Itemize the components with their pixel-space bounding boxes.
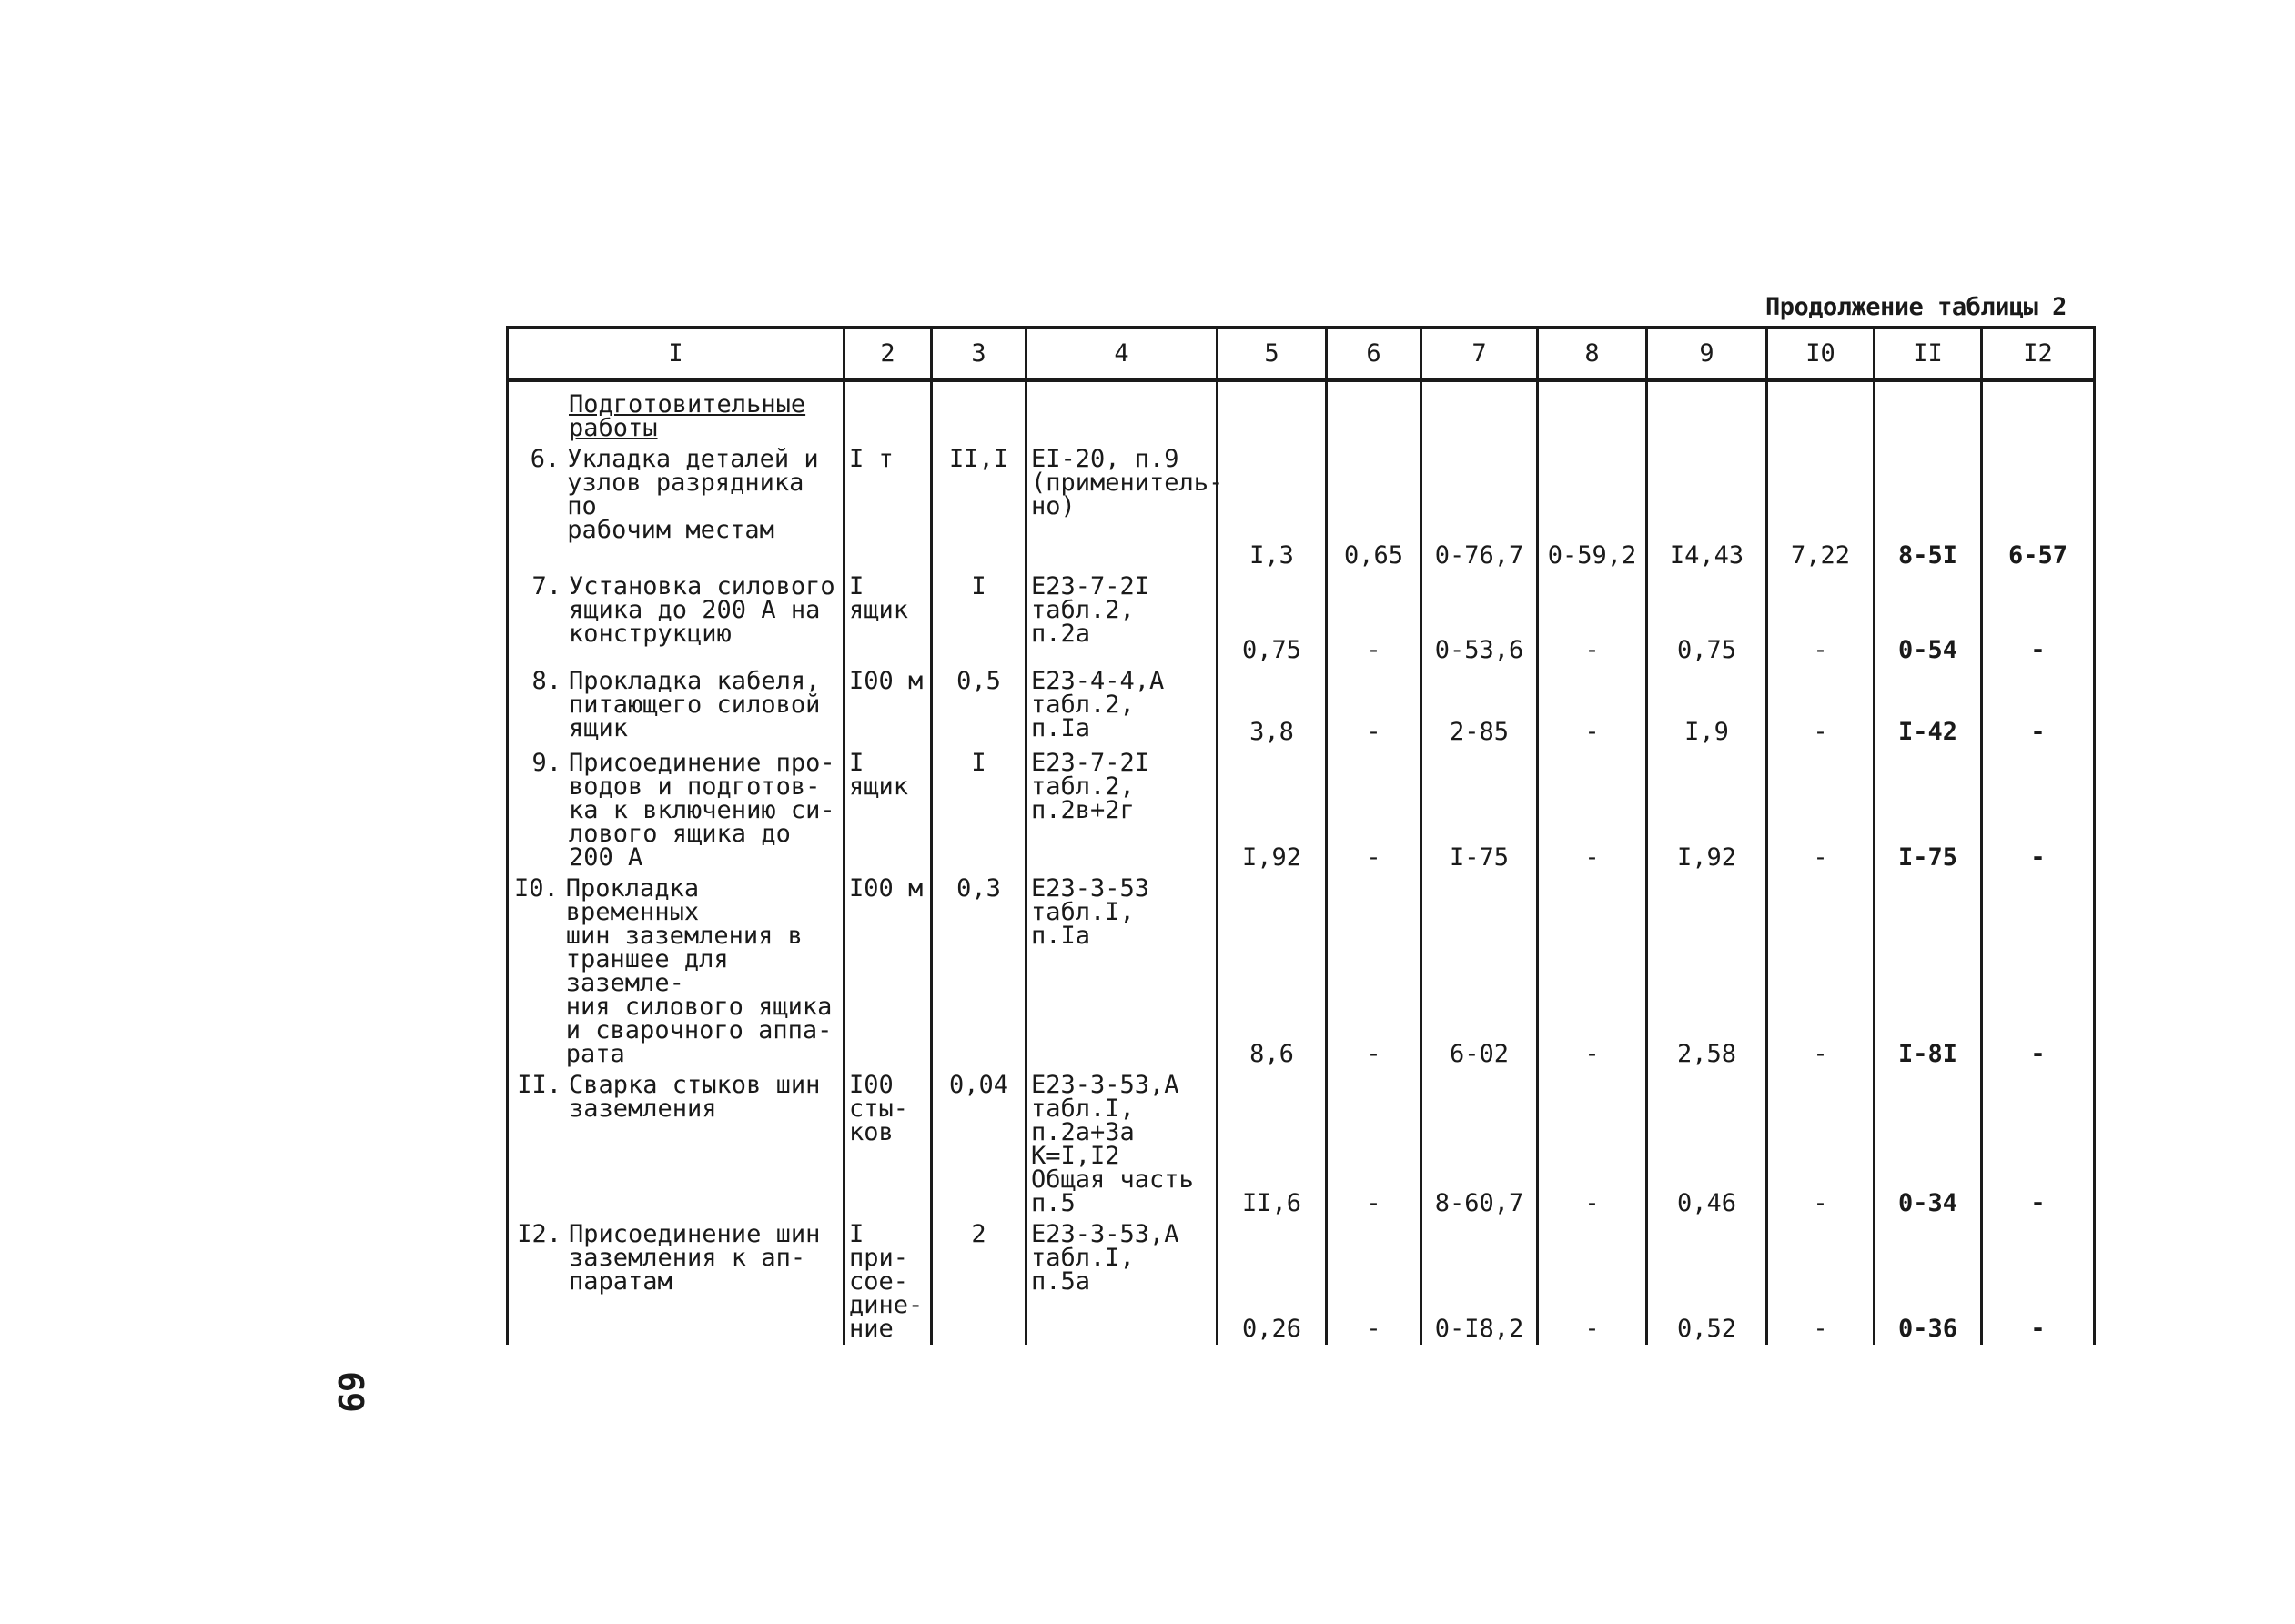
value-cell: -: [1982, 748, 2095, 873]
value-cell: -: [1538, 748, 1647, 873]
col-header: 6: [1327, 328, 1421, 380]
col-header: I2: [1982, 328, 2095, 380]
value-cell: -: [1767, 666, 1875, 748]
col-header: I0: [1767, 328, 1875, 380]
value-cell: I-75: [1421, 748, 1538, 873]
col-header: II: [1875, 328, 1982, 380]
work-name: Сварка стыков шин заземления: [569, 1071, 821, 1123]
col-header: 5: [1218, 328, 1327, 380]
col-header: 7: [1421, 328, 1538, 380]
table-row: [508, 748, 2095, 873]
unit-cell: I00 м: [844, 666, 932, 748]
value-cell: 0,26: [1218, 1219, 1327, 1345]
value-cell: I,92: [1647, 748, 1767, 873]
work-name-cell: [508, 1070, 844, 1219]
row-number: 6.: [530, 445, 561, 473]
value-cell: 6-57: [1982, 444, 2095, 571]
value-cell: I,9: [1647, 666, 1767, 748]
work-name: Присоединение шин заземления к ап- паратам: [569, 1220, 821, 1296]
value-cell: I4,43: [1647, 444, 1767, 571]
work-name: Установка силового ящика до 200 А на конструкцию: [569, 572, 835, 648]
value-cell: 0-59,2: [1538, 444, 1647, 571]
value-cell: 8-5I: [1875, 444, 1982, 571]
value-cell: I,3: [1218, 444, 1327, 571]
value-cell: 0-34: [1875, 1070, 1982, 1219]
quantity-cell: 0,04: [932, 1070, 1026, 1219]
value-cell: -: [1538, 571, 1647, 666]
work-name: Прокладка кабеля, питающего силовой ящик: [569, 667, 821, 742]
work-name-cell: [508, 666, 844, 748]
quantity-cell: 0,3: [932, 873, 1026, 1070]
value-cell: -: [1538, 873, 1647, 1070]
value-cell: 0-I8,2: [1421, 1219, 1538, 1345]
norm-code-cell: E23-3-53,А табл.I, п.5а: [1026, 1219, 1218, 1345]
row-number: 7.: [531, 572, 561, 600]
section-title: Подготовительные работы: [569, 390, 806, 442]
table-row: [508, 1070, 2095, 1219]
value-cell: 0-36: [1875, 1219, 1982, 1345]
value-cell: -: [1327, 1219, 1421, 1345]
value-cell: I-8I: [1875, 873, 1982, 1070]
unit-cell: I00 сты- ков: [844, 1070, 932, 1219]
table-row: [508, 444, 2095, 571]
value-cell: 0,75: [1647, 571, 1767, 666]
header-row: [508, 328, 2095, 380]
value-cell: 0,52: [1647, 1219, 1767, 1345]
value-cell: 0,75: [1218, 571, 1327, 666]
row-number: I0.: [514, 874, 559, 903]
value-cell: -: [1538, 666, 1647, 748]
value-cell: -: [1982, 1219, 2095, 1345]
quantity-cell: I: [932, 748, 1026, 873]
value-cell: -: [1327, 873, 1421, 1070]
table-row: [508, 666, 2095, 748]
value-cell: 6-02: [1421, 873, 1538, 1070]
value-cell: 0-53,6: [1421, 571, 1538, 666]
value-cell: 2-85: [1421, 666, 1538, 748]
unit-cell: I при- сое- дине- ние: [844, 1219, 932, 1345]
norm-code-cell: E23-4-4,А табл.2, п.Iа: [1026, 666, 1218, 748]
value-cell: -: [1327, 1070, 1421, 1219]
work-name: Прокладка временных шин заземления в траншее для заземле- ния силового ящика и сварочного аппа- рата: [565, 874, 833, 1068]
value-cell: 2,58: [1647, 873, 1767, 1070]
norm-code-cell: E23-3-53 табл.I, п.Iа: [1026, 873, 1218, 1070]
value-cell: -: [1767, 1219, 1875, 1345]
work-name-cell: [508, 444, 844, 571]
value-cell: -: [1982, 571, 2095, 666]
value-cell: -: [1982, 1070, 2095, 1219]
work-name-cell: [508, 571, 844, 666]
value-cell: -: [1767, 873, 1875, 1070]
value-cell: I-42: [1875, 666, 1982, 748]
row-number: I2.: [517, 1220, 561, 1248]
value-cell: I-75: [1875, 748, 1982, 873]
work-name-cell: [508, 873, 844, 1070]
page-number: 69: [329, 1371, 370, 1413]
value-cell: -: [1767, 748, 1875, 873]
unit-cell: I ящик: [844, 748, 932, 873]
quantity-cell: I: [932, 571, 1026, 666]
value-cell: -: [1767, 571, 1875, 666]
value-cell: 0,65: [1327, 444, 1421, 571]
norm-code-cell: E23-7-2I табл.2, п.2а: [1026, 571, 1218, 666]
value-cell: -: [1327, 748, 1421, 873]
row-number: 8.: [531, 667, 561, 695]
work-name-cell: [508, 748, 844, 873]
value-cell: 8-60,7: [1421, 1070, 1538, 1219]
quantity-cell: 2: [932, 1219, 1026, 1345]
value-cell: 8,6: [1218, 873, 1327, 1070]
norm-code-cell: EI-20, п.9 (применитель- но): [1026, 444, 1218, 571]
col-header: 9: [1647, 328, 1767, 380]
cost-table: [506, 326, 2096, 1345]
quantity-cell: 0,5: [932, 666, 1026, 748]
value-cell: -: [1982, 873, 2095, 1070]
unit-cell: I т: [844, 444, 932, 571]
value-cell: 0-54: [1875, 571, 1982, 666]
col-header: 8: [1538, 328, 1647, 380]
value-cell: -: [1327, 666, 1421, 748]
work-name: Укладка деталей и узлов разрядника по рабочим местам: [567, 445, 819, 544]
value-cell: 3,8: [1218, 666, 1327, 748]
value-cell: -: [1538, 1070, 1647, 1219]
col-header: 4: [1026, 328, 1218, 380]
table-caption: Продолжение таблицы 2: [1765, 293, 2067, 321]
value-cell: -: [1327, 571, 1421, 666]
section-row: [508, 380, 2095, 444]
work-name: Присоединение про- водов и подготов- ка к включению си- лового ящика до 200 А: [569, 749, 835, 872]
unit-cell: I00 м: [844, 873, 932, 1070]
norm-code-cell: E23-7-2I табл.2, п.2в+2г: [1026, 748, 1218, 873]
value-cell: -: [1982, 666, 2095, 748]
value-cell: 7,22: [1767, 444, 1875, 571]
table-row: [508, 873, 2095, 1070]
row-number: II.: [517, 1071, 561, 1099]
col-header: I: [508, 328, 844, 380]
col-header: 3: [932, 328, 1026, 380]
table-row: [508, 571, 2095, 666]
work-name-cell: [508, 1219, 844, 1345]
unit-cell: I ящик: [844, 571, 932, 666]
value-cell: -: [1767, 1070, 1875, 1219]
value-cell: II,6: [1218, 1070, 1327, 1219]
norm-code-cell: E23-3-53,А табл.I, п.2а+3а K=I,I2 Общая часть п.5: [1026, 1070, 1218, 1219]
value-cell: 0,46: [1647, 1070, 1767, 1219]
row-number: 9.: [531, 749, 561, 777]
value-cell: 0-76,7: [1421, 444, 1538, 571]
table-row: [508, 1219, 2095, 1345]
quantity-cell: II,I: [932, 444, 1026, 571]
col-header: 2: [844, 328, 932, 380]
value-cell: I,92: [1218, 748, 1327, 873]
value-cell: -: [1538, 1219, 1647, 1345]
